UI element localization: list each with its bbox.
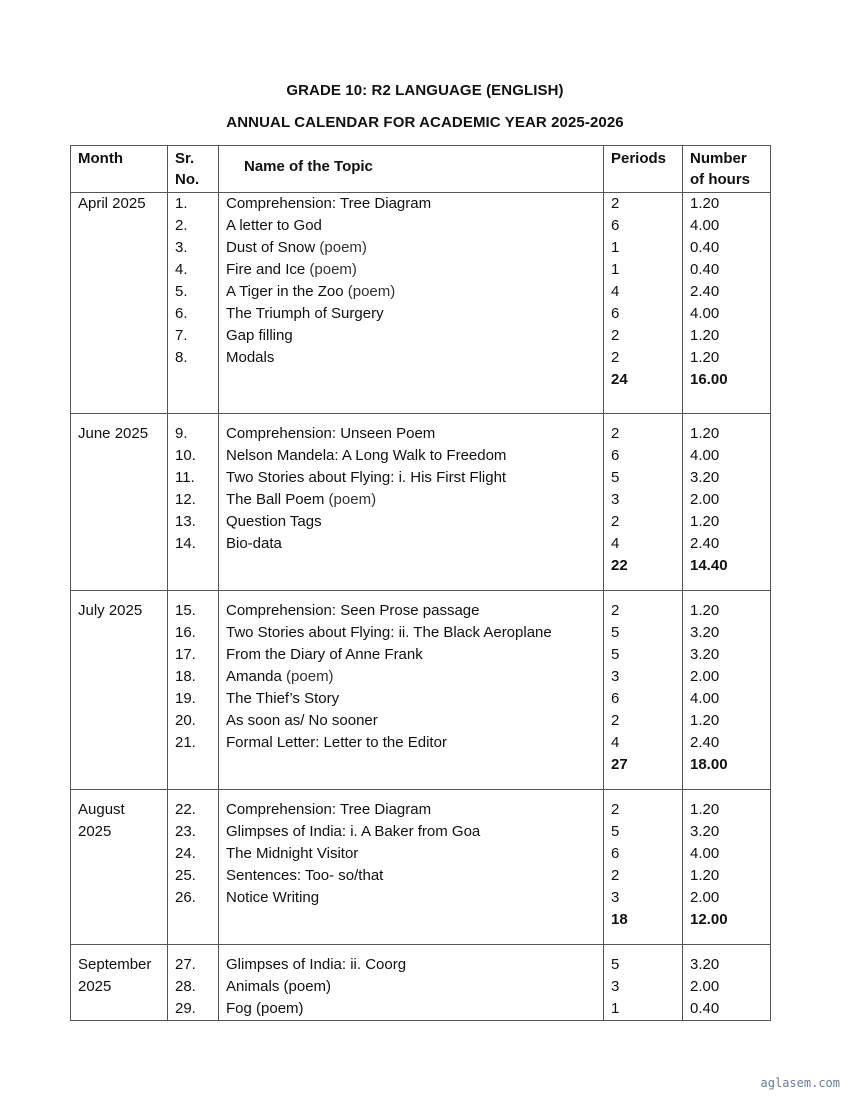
total-hours: 16.00 bbox=[690, 371, 728, 388]
periods-cell bbox=[604, 790, 683, 945]
topic-name: Gap filling bbox=[226, 327, 293, 344]
topic-name: Comprehension: Tree Diagram bbox=[226, 801, 432, 818]
sr-value: 29. bbox=[175, 1000, 196, 1017]
hours-cell bbox=[683, 414, 771, 591]
periods-value: 2 bbox=[611, 602, 620, 619]
hours-cell bbox=[683, 193, 771, 414]
topic-cell bbox=[219, 591, 604, 790]
month-row bbox=[71, 790, 771, 945]
sr-value: 16. bbox=[175, 624, 196, 641]
header-sr-no: Sr. No. bbox=[168, 146, 219, 193]
topic-name: Question Tags bbox=[226, 513, 322, 530]
month-label: July 2025 bbox=[78, 602, 143, 619]
hours-value: 1.20 bbox=[690, 712, 720, 729]
periods-value: 2 bbox=[611, 801, 620, 818]
hours-value: 1.20 bbox=[690, 602, 720, 619]
topic-name: Amanda bbox=[226, 668, 282, 685]
sr-value: 23. bbox=[175, 823, 196, 840]
topic-value bbox=[226, 600, 596, 622]
topic-name: Two Stories about Flying: ii. The Black Aeroplane bbox=[226, 624, 552, 641]
topic-value bbox=[226, 511, 596, 533]
topic-value bbox=[226, 423, 596, 445]
topic-cell bbox=[219, 414, 604, 591]
sr-no-cell bbox=[168, 945, 219, 1021]
periods-value: 3 bbox=[611, 889, 620, 906]
month-row bbox=[71, 414, 771, 591]
sr-value: 3. bbox=[175, 239, 188, 256]
month-label: 2025 bbox=[78, 978, 112, 995]
hours-value: 1.20 bbox=[690, 349, 720, 366]
topic-name: Fog (poem) bbox=[226, 1000, 304, 1017]
hours-value: 4.00 bbox=[690, 217, 720, 234]
hours-value: 2.40 bbox=[690, 535, 720, 552]
periods-value: 3 bbox=[611, 978, 620, 995]
sr-value: 22. bbox=[175, 801, 196, 818]
month-label: August bbox=[78, 801, 125, 818]
hours-value: 1.20 bbox=[690, 327, 720, 344]
topic-value bbox=[226, 799, 596, 821]
total-periods: 18 bbox=[611, 911, 628, 928]
total-hours: 18.00 bbox=[690, 756, 728, 773]
topic-name: Glimpses of India: ii. Coorg bbox=[226, 956, 407, 973]
sr-value: 7. bbox=[175, 327, 188, 344]
document-title: GRADE 10: R2 LANGUAGE (ENGLISH) bbox=[286, 82, 564, 99]
sr-value: 6. bbox=[175, 305, 188, 322]
topic-name: Two Stories about Flying: i. His First Flight bbox=[226, 469, 507, 486]
topic-name: As soon as/ No sooner bbox=[226, 712, 378, 729]
topic-name: The Midnight Visitor bbox=[226, 845, 359, 862]
month-row bbox=[71, 591, 771, 790]
watermark: aglasem.com bbox=[760, 1076, 840, 1090]
sr-value: 4. bbox=[175, 261, 188, 278]
hours-value: 0.40 bbox=[690, 261, 720, 278]
topic-name: Formal Letter: Letter to the Editor bbox=[226, 734, 447, 751]
sr-value: 8. bbox=[175, 349, 188, 366]
sr-value: 19. bbox=[175, 690, 196, 707]
periods-value: 2 bbox=[611, 195, 620, 212]
periods-value: 5 bbox=[611, 469, 620, 486]
topic-value bbox=[226, 865, 596, 887]
topic-value bbox=[226, 215, 596, 237]
topic-value bbox=[226, 688, 596, 710]
topic-value bbox=[226, 259, 596, 281]
sr-value: 13. bbox=[175, 513, 196, 530]
hours-value: 1.20 bbox=[690, 195, 720, 212]
header-hours: Number of hours bbox=[683, 146, 771, 193]
hours-value: 2.00 bbox=[690, 668, 720, 685]
topic-name: Fire and Ice bbox=[226, 261, 306, 278]
sr-no-cell bbox=[168, 591, 219, 790]
topic-suffix: (poem) bbox=[324, 491, 377, 508]
periods-value: 4 bbox=[611, 283, 620, 300]
hours-value: 1.20 bbox=[690, 801, 720, 818]
sr-value: 11. bbox=[175, 469, 195, 486]
month-cell bbox=[71, 414, 168, 591]
hours-value: 3.20 bbox=[690, 956, 720, 973]
topic-cell bbox=[219, 945, 604, 1021]
hours-value: 3.20 bbox=[690, 823, 720, 840]
periods-value: 2 bbox=[611, 867, 620, 884]
topic-value bbox=[226, 193, 596, 215]
topic-name: Animals (poem) bbox=[226, 978, 332, 995]
month-cell bbox=[71, 591, 168, 790]
hours-value: 0.40 bbox=[690, 1000, 720, 1017]
periods-cell bbox=[604, 945, 683, 1021]
sr-value: 26. bbox=[175, 889, 196, 906]
topic-value bbox=[226, 887, 596, 909]
topic-name: Dust of Snow bbox=[226, 239, 316, 256]
topic-value bbox=[226, 533, 596, 555]
periods-value: 2 bbox=[611, 425, 620, 442]
topic-value bbox=[226, 954, 596, 976]
topic-value bbox=[226, 732, 596, 754]
topic-suffix: (poem) bbox=[343, 283, 396, 300]
month-label: 2025 bbox=[78, 823, 112, 840]
periods-value: 4 bbox=[611, 734, 620, 751]
hours-value: 3.20 bbox=[690, 469, 720, 486]
sr-value: 27. bbox=[175, 956, 196, 973]
periods-value: 2 bbox=[611, 712, 620, 729]
month-label: June 2025 bbox=[78, 425, 149, 442]
total-periods: 27 bbox=[611, 756, 628, 773]
topic-value bbox=[226, 976, 596, 998]
hours-value: 4.00 bbox=[690, 447, 720, 464]
hours-value: 1.20 bbox=[690, 513, 720, 530]
sr-value: 1. bbox=[175, 195, 188, 212]
periods-cell bbox=[604, 414, 683, 591]
periods-value: 6 bbox=[611, 217, 620, 234]
sr-value: 21. bbox=[175, 734, 196, 751]
document-subtitle: ANNUAL CALENDAR FOR ACADEMIC YEAR 2025-2026 bbox=[226, 114, 624, 131]
topic-value bbox=[226, 237, 596, 259]
topic-suffix: (poem) bbox=[315, 239, 367, 256]
calendar-table bbox=[70, 145, 771, 1021]
periods-value: 3 bbox=[611, 668, 620, 685]
hours-value: 2.00 bbox=[690, 889, 720, 906]
periods-value: 5 bbox=[611, 823, 620, 840]
periods-value: 2 bbox=[611, 349, 620, 366]
sr-value: 25. bbox=[175, 867, 196, 884]
topic-value bbox=[226, 445, 596, 467]
periods-value: 4 bbox=[611, 535, 620, 552]
hours-value: 4.00 bbox=[690, 845, 720, 862]
month-cell bbox=[71, 193, 168, 414]
month-label: September bbox=[78, 956, 152, 973]
topic-value bbox=[226, 622, 596, 644]
topic-name: Nelson Mandela: A Long Walk to Freedom bbox=[226, 447, 507, 464]
hours-value: 2.00 bbox=[690, 978, 720, 995]
topic-name: Comprehension: Tree Diagram bbox=[226, 195, 432, 212]
sr-value: 10. bbox=[175, 447, 196, 464]
periods-cell bbox=[604, 591, 683, 790]
sr-value: 2. bbox=[175, 217, 188, 234]
sr-value: 15. bbox=[175, 602, 196, 619]
topic-name: From the Diary of Anne Frank bbox=[226, 646, 423, 663]
periods-value: 5 bbox=[611, 956, 620, 973]
sr-value: 24. bbox=[175, 845, 196, 862]
topic-name: Modals bbox=[226, 349, 275, 366]
topic-name: Glimpses of India: i. A Baker from Goa bbox=[226, 823, 481, 840]
total-hours: 14.40 bbox=[690, 557, 728, 574]
periods-value: 2 bbox=[611, 327, 620, 344]
topic-name: A letter to God bbox=[226, 217, 322, 234]
periods-value: 6 bbox=[611, 305, 620, 322]
topic-value bbox=[226, 710, 596, 732]
periods-value: 6 bbox=[611, 845, 620, 862]
sr-no-cell bbox=[168, 193, 219, 414]
month-cell bbox=[71, 790, 168, 945]
periods-value: 5 bbox=[611, 624, 620, 641]
hours-value: 2.00 bbox=[690, 491, 720, 508]
topic-value bbox=[226, 821, 596, 843]
sr-value: 18. bbox=[175, 668, 196, 685]
topic-name: A Tiger in the Zoo bbox=[226, 283, 344, 300]
hours-value: 1.20 bbox=[690, 867, 720, 884]
hours-value: 2.40 bbox=[690, 734, 720, 751]
sr-value: 9. bbox=[175, 425, 188, 442]
periods-value: 1 bbox=[611, 261, 620, 278]
periods-value: 2 bbox=[611, 513, 620, 530]
topic-value bbox=[226, 347, 596, 369]
total-hours: 12.00 bbox=[690, 911, 728, 928]
hours-cell bbox=[683, 591, 771, 790]
hours-value: 3.20 bbox=[690, 624, 720, 641]
hours-value: 2.40 bbox=[690, 283, 720, 300]
header-periods: Periods bbox=[604, 146, 683, 193]
topic-value bbox=[226, 467, 596, 489]
hours-value: 0.40 bbox=[690, 239, 720, 256]
month-label: April 2025 bbox=[78, 195, 146, 212]
topic-suffix: (poem) bbox=[281, 668, 334, 685]
periods-cell bbox=[604, 193, 683, 414]
topic-value bbox=[226, 489, 596, 511]
topic-suffix: (poem) bbox=[305, 261, 357, 278]
periods-value: 1 bbox=[611, 239, 620, 256]
topic-cell bbox=[219, 193, 604, 414]
month-row bbox=[71, 193, 771, 414]
sr-value: 28. bbox=[175, 978, 196, 995]
topic-name: Notice Writing bbox=[226, 889, 320, 906]
sr-value: 20. bbox=[175, 712, 196, 729]
topic-cell bbox=[219, 790, 604, 945]
topic-name: Bio-data bbox=[226, 535, 282, 552]
sr-value: 14. bbox=[175, 535, 196, 552]
periods-value: 6 bbox=[611, 690, 620, 707]
hours-value: 4.00 bbox=[690, 690, 720, 707]
table-header-row bbox=[71, 146, 771, 193]
periods-value: 1 bbox=[611, 1000, 620, 1017]
hours-cell bbox=[683, 945, 771, 1021]
header-month: Month bbox=[71, 146, 168, 193]
total-periods: 22 bbox=[611, 557, 628, 574]
topic-value bbox=[226, 325, 596, 347]
sr-no-cell bbox=[168, 790, 219, 945]
month-cell bbox=[71, 945, 168, 1021]
topic-value bbox=[226, 843, 596, 865]
topic-value bbox=[226, 666, 596, 688]
sr-value: 5. bbox=[175, 283, 188, 300]
hours-value: 3.20 bbox=[690, 646, 720, 663]
sr-value: 17. bbox=[175, 646, 196, 663]
month-row bbox=[71, 945, 771, 1021]
hours-value: 1.20 bbox=[690, 425, 720, 442]
topic-value bbox=[226, 303, 596, 325]
sr-no-cell bbox=[168, 414, 219, 591]
topic-value bbox=[226, 281, 596, 303]
header-topic: Name of the Topic bbox=[219, 146, 604, 193]
topic-name: The Ball Poem bbox=[226, 491, 325, 508]
periods-value: 6 bbox=[611, 447, 620, 464]
topic-name: The Thief’s Story bbox=[226, 690, 340, 707]
periods-value: 5 bbox=[611, 646, 620, 663]
hours-cell bbox=[683, 790, 771, 945]
topic-name: Comprehension: Unseen Poem bbox=[226, 425, 436, 442]
periods-value: 3 bbox=[611, 491, 620, 508]
topic-name: The Triumph of Surgery bbox=[226, 305, 384, 322]
topic-name: Sentences: Too- so/that bbox=[226, 867, 384, 884]
sr-value: 12. bbox=[175, 491, 196, 508]
hours-value: 4.00 bbox=[690, 305, 720, 322]
topic-value bbox=[226, 998, 596, 1020]
topic-value bbox=[226, 644, 596, 666]
total-periods: 24 bbox=[611, 371, 628, 388]
topic-name: Comprehension: Seen Prose passage bbox=[226, 602, 480, 619]
